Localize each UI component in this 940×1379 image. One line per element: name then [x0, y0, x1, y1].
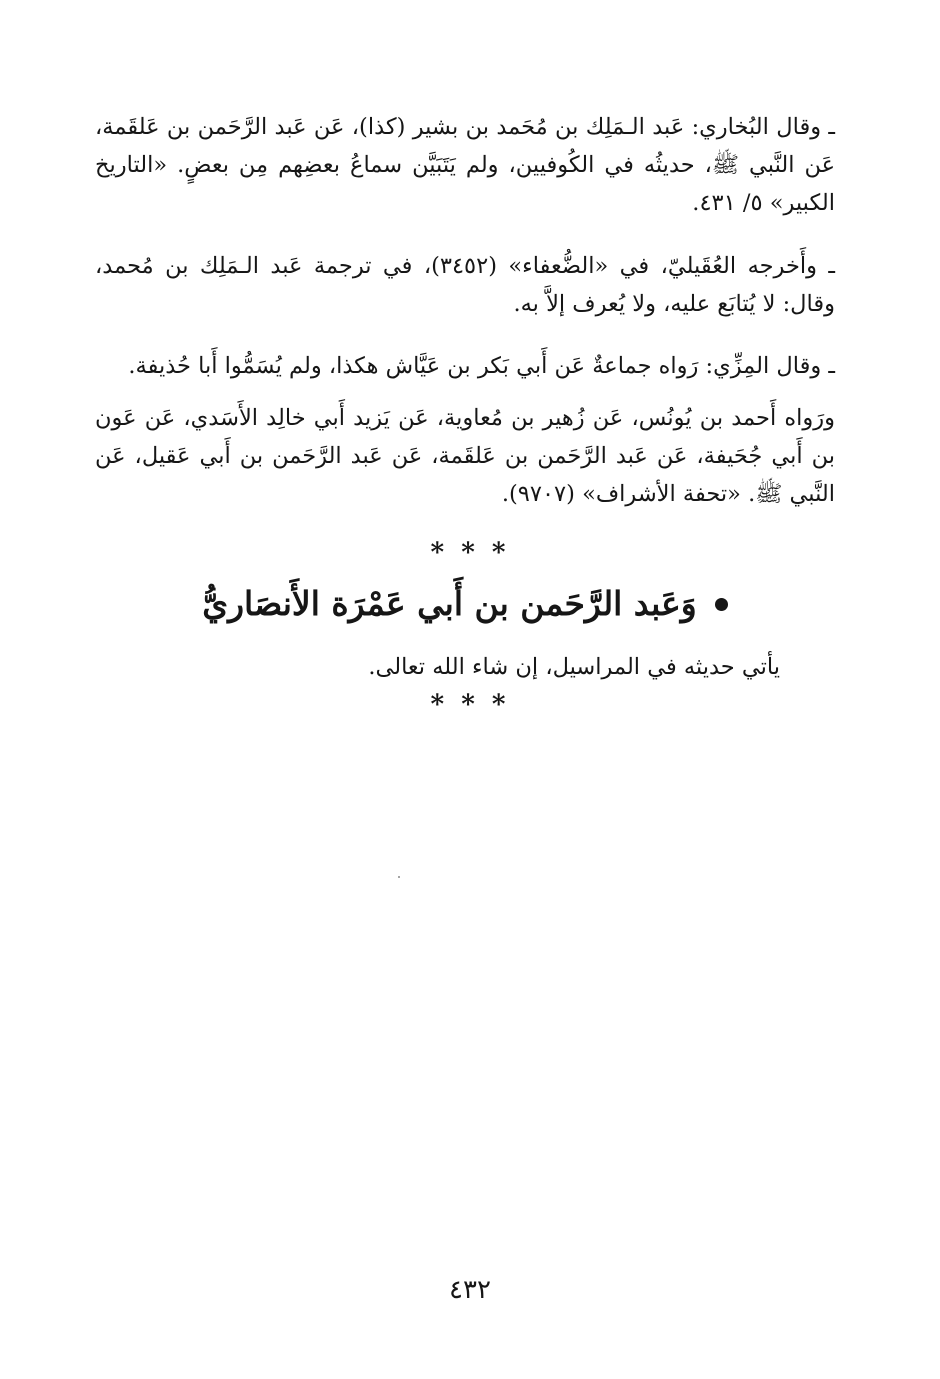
paragraph-riwayah: ورَواه أَحمد بن يُونُس، عَن زُهير بن مُعاوية، عَن يَزيد أَبي خالِد الأَسَدي، عَن عَون بن أَبي جُحَيفة، عَن عَبد الرَّحَمن بن عَلقَمة، عَن عَبد الرَّحَمن بن أَبي عَقيل، عَن النَّبي ﷺ. «تحفة الأشراف» (٩٧٠٧).: [95, 405, 835, 507]
scan-speck: [398, 876, 400, 878]
paragraph-uqaili: ـ وأَخرجه العُقَيليّ، في «الضُّعفاء» (٣٤٥٢)، في ترجمة عَبد الـمَلِك بن مُحمد، وقال: لا يُتابَع عليه، ولا يُعرف إلاَّ به.: [95, 253, 835, 317]
entry-heading-text: وَعَبد الرَّحَمن بن أَبي عَمْرَة الأَنصَاريُّ: [202, 584, 697, 623]
entry-heading: [95, 578, 835, 630]
section-separator-top: * * *: [430, 538, 510, 568]
paragraph-mizzi: ـ وقال المِزِّي: رَواه جماعةٌ عَن أَبي بَكر بن عَيَّاش هكذا، ولم يُسَمُّوا أَبا حُذيفة.: [128, 353, 835, 379]
entry-note: يأتي حديثه في المراسيل، إن شاء الله تعالى.: [368, 654, 780, 680]
bullet-icon: [715, 598, 728, 611]
paragraph-bukhari: ـ وقال البُخاري: عَبد الـمَلِك بن مُحَمد بن بشير (كذا)، عَن عَبد الرَّحَمن بن عَلقَمة، عَن النَّبي ﷺ، حديثُه في الكُوفيين، ولم يَتَبَيَّن سماعُ بعضِهم مِن بعضٍ. «التاريخ الكبير» ٥/ ٤٣١.: [95, 114, 835, 216]
section-separator-bottom: * * *: [430, 690, 510, 720]
page-number: ٤٣٢: [449, 1275, 491, 1305]
